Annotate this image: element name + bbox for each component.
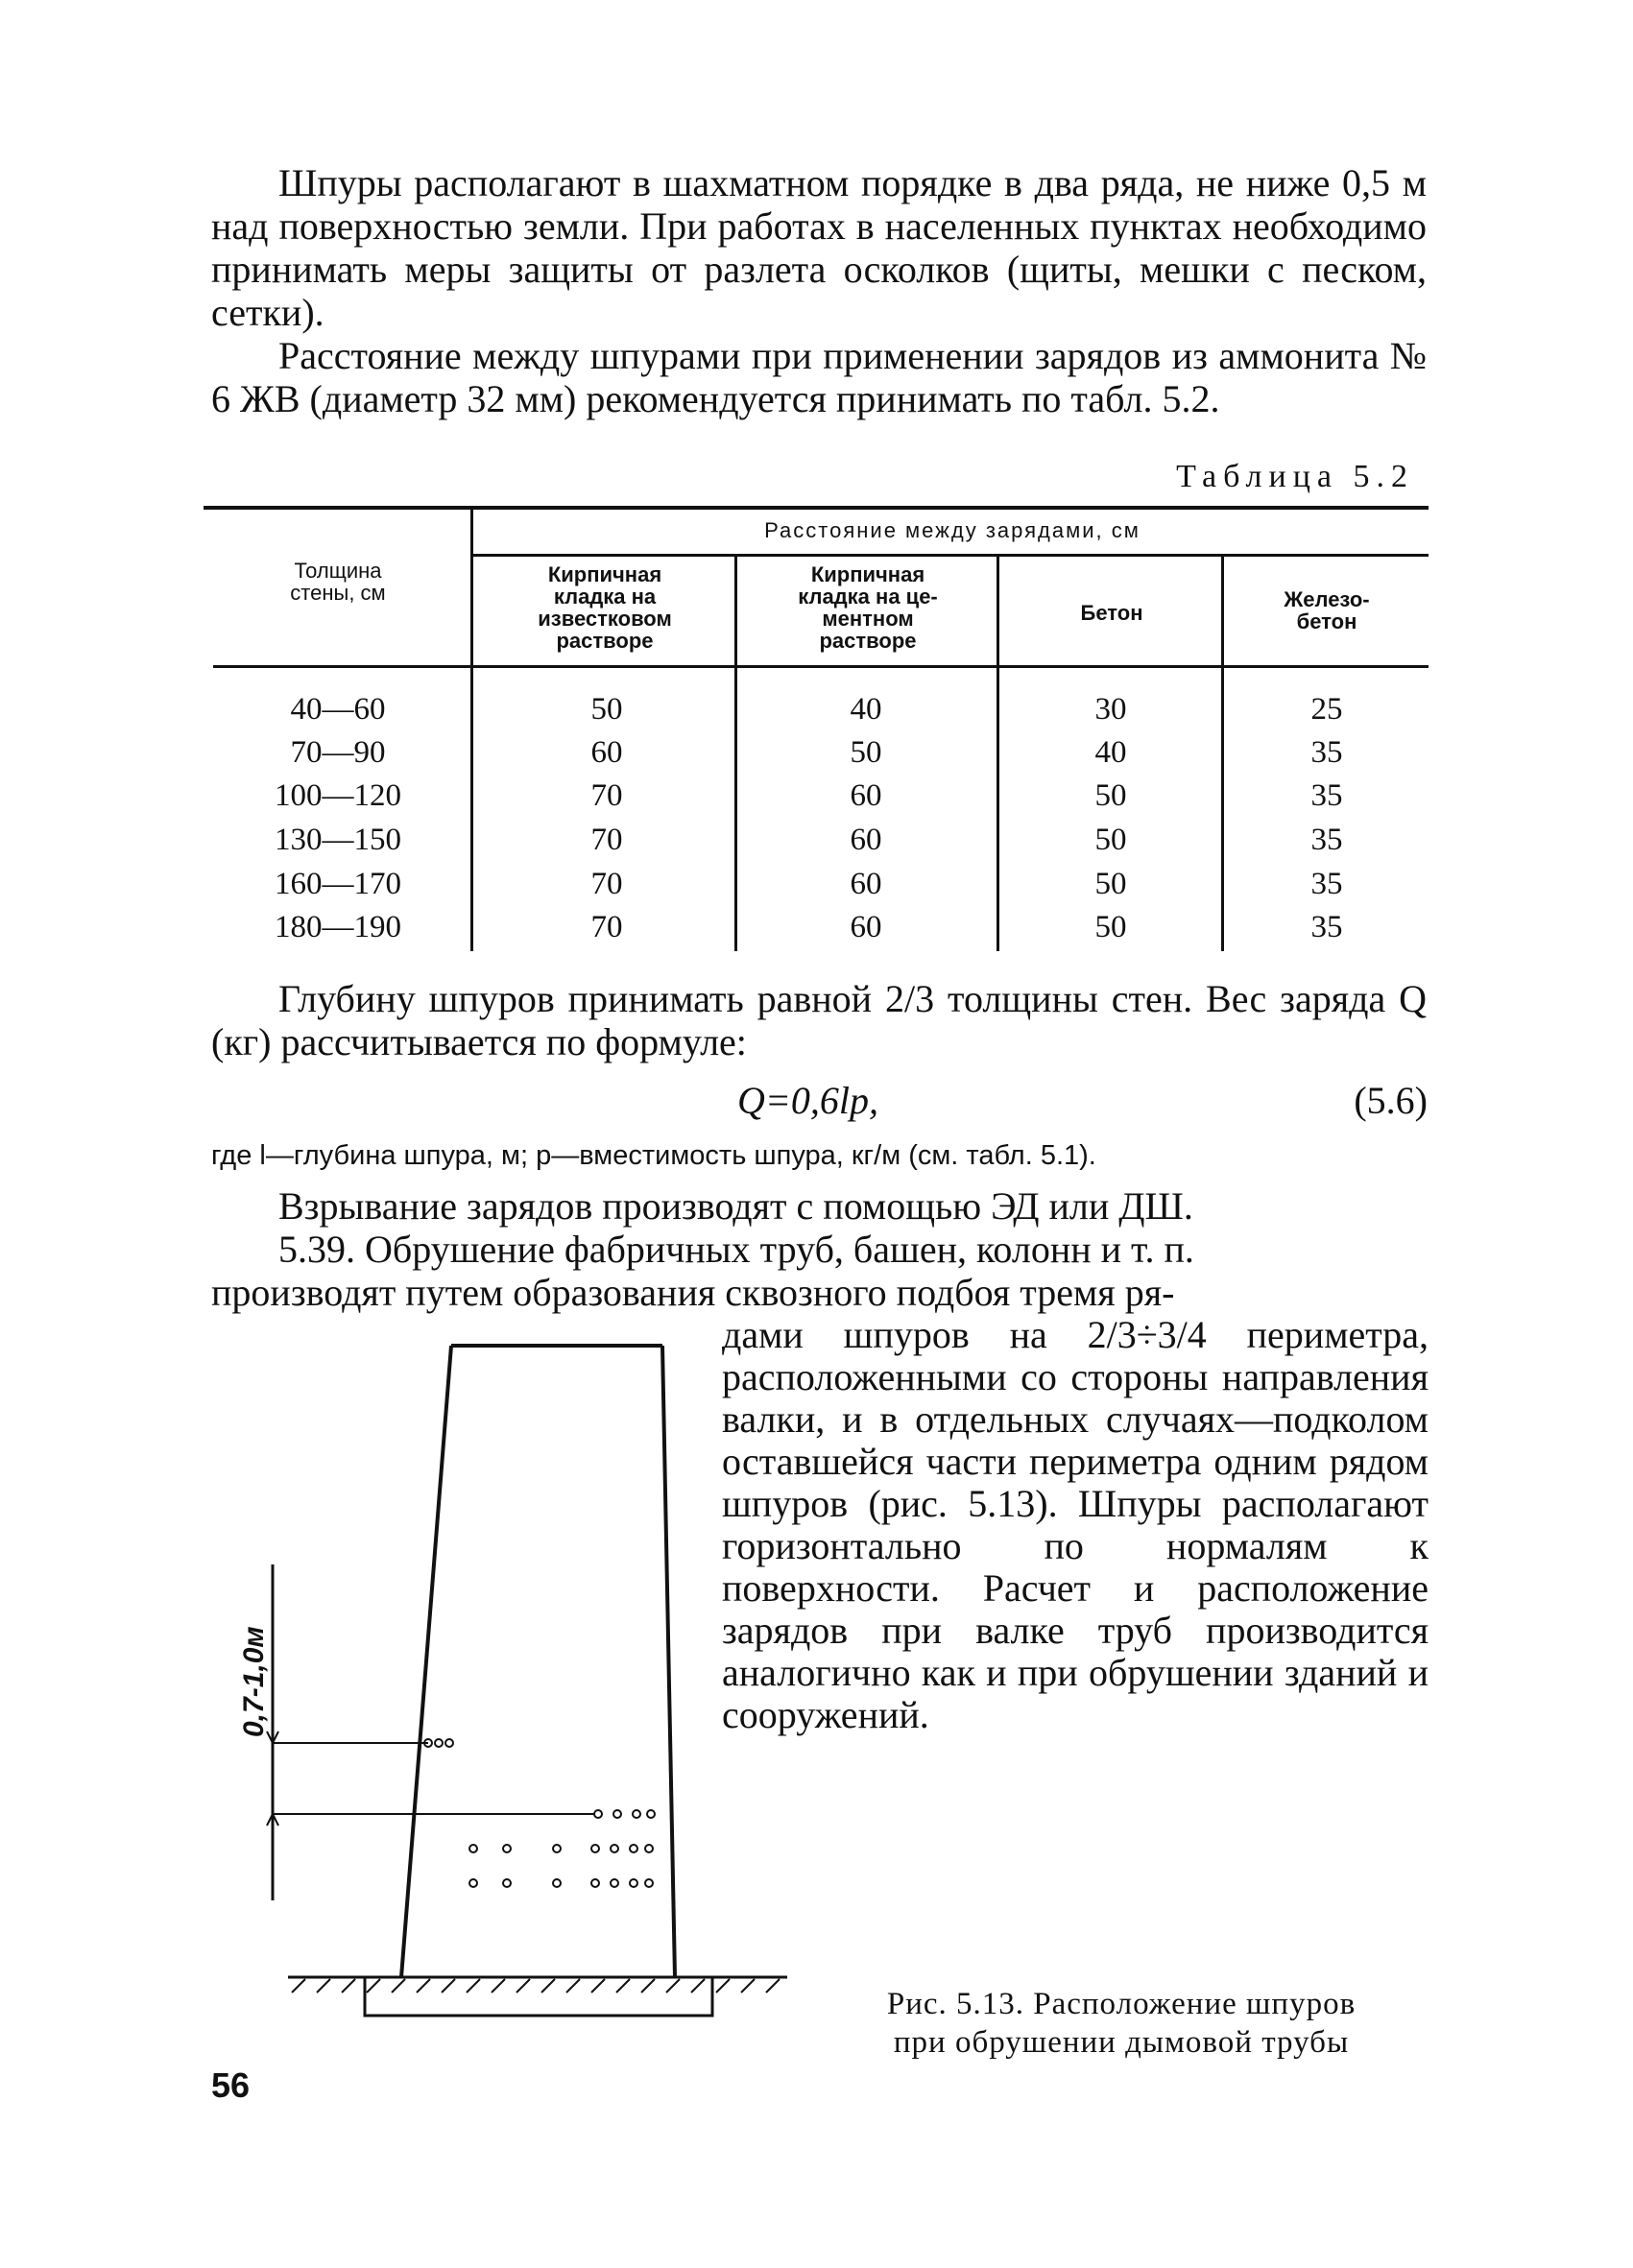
cell-value: 70 [590,910,623,944]
header-bottom-rule [213,665,1429,668]
paragraph-4: Взрывание зарядов производят с помощью ЭД или ДШ. [278,1184,1193,1228]
cell-value: 60 [850,867,882,901]
cell-value: 60 [850,910,882,944]
paragraph-6: производят путем образования сквозного подбоя тремя ря- [211,1271,1175,1314]
wrapped-paragraph: дами шпуров на 2/3÷3/4 периметра, расположенными со стороны направления валки, и в отдельных случаях—подколом оставшейся части периметра одним рядом шпуров (рис. 5.13). Шпуры располагают горизонтально по нормалям к поверхности. Расчет и расположение зарядов при валке труб производится аналогично как и при обрушении зданий и сооружений. [722,1313,1429,1736]
cell-value: 50 [590,692,623,727]
table-vline [997,557,999,951]
paragraph-3: Глубину шпуров принимать равной 2/3 толщины стен. Вес заряда Q (кг) рассчитывается по формуле: [211,977,1427,1063]
chimney-right-wall [662,1346,675,1977]
cell-value: 40 [850,692,882,727]
cell-value: 35 [1310,910,1343,944]
table-caption: Таблица 5.2 [1176,459,1414,494]
figure-caption: Рис. 5.13. Расположение шпуров при обрушении дымовой трубы [886,1987,1357,2060]
cell-value: 70 [590,823,623,857]
cell-thickness: 130—150 [275,823,401,857]
header-reinforced-concrete: Железо- бетон [1284,587,1370,633]
paragraph-5-39: 5.39. Обрушение фабричных труб, башен, колонн и т. п. [278,1228,1194,1271]
cell-value: 50 [1094,778,1127,813]
cell-value: 30 [1094,692,1127,727]
table-5-2 [204,496,1429,957]
fraction-two-thirds: 2/3 [884,977,935,1020]
formula: Q=0,6lp, [737,1079,878,1122]
equation-number: (5.6) [1354,1079,1428,1122]
fraction-range: 2/3÷3/4 [1087,1313,1207,1356]
dimension-label: 0,7-1,0м [238,1626,270,1737]
cell-value: 40 [1094,735,1127,770]
header-brick-lime: Кирпичная кладка на известковом растворе [538,562,672,653]
table-top-rule [204,506,1429,510]
cell-value: 35 [1310,778,1343,813]
table-vline [470,510,473,951]
chimney-figure [238,1325,806,2073]
cell-value: 35 [1310,867,1343,901]
header-wall-thickness: Толщина стены, см [290,559,386,605]
cell-value: 50 [1094,867,1127,901]
cell-value: 50 [1094,823,1127,857]
header-brick-cement: Кирпичная кладка на це- ментном растворе [798,562,938,653]
header-concrete: Бетон [1080,601,1143,625]
cell-thickness: 40—60 [290,692,386,727]
span-header-rule [470,554,1429,557]
cell-value: 35 [1310,823,1343,857]
cell-value: 70 [590,778,623,813]
cell-value: 50 [850,735,882,770]
table-vline [734,557,737,951]
table-vline [1221,557,1224,951]
cell-value: 60 [590,735,623,770]
cell-value: 50 [1094,910,1127,944]
cell-thickness: 180—190 [275,910,401,944]
header-span-distance: Расстояние между зарядами, см [764,518,1141,542]
page-number: 56 [211,2065,251,2105]
chimney-left-wall [401,1346,451,1977]
cell-thickness: 160—170 [275,867,401,901]
cell-thickness: 70—90 [290,735,386,770]
formula-explanation: где l—глубина шпура, м; p—вместимость шпура, кг/м (см. табл. 5.1). [211,1140,1096,1171]
cell-value: 60 [850,823,882,857]
paragraph-1: Шпуры располагают в шахматном порядке в два ряда, не ниже 0,5 м над поверхностью земли. При работах в населенных пунктах необходимо принимать меры защиты от разлета осколков (щиты, мешки с песком, сетки). [211,161,1427,334]
cell-value: 35 [1310,735,1343,770]
paragraph-2: Расстояние между шпурами при применении зарядов из аммонита № 6 ЖВ (диаметр 32 мм) рекомендуется принимать по табл. 5.2. [211,334,1427,420]
cell-value: 60 [850,778,882,813]
cell-thickness: 100—120 [275,778,401,813]
foundation [365,1977,712,2016]
cell-value: 25 [1310,692,1343,727]
cell-value: 70 [590,867,623,901]
